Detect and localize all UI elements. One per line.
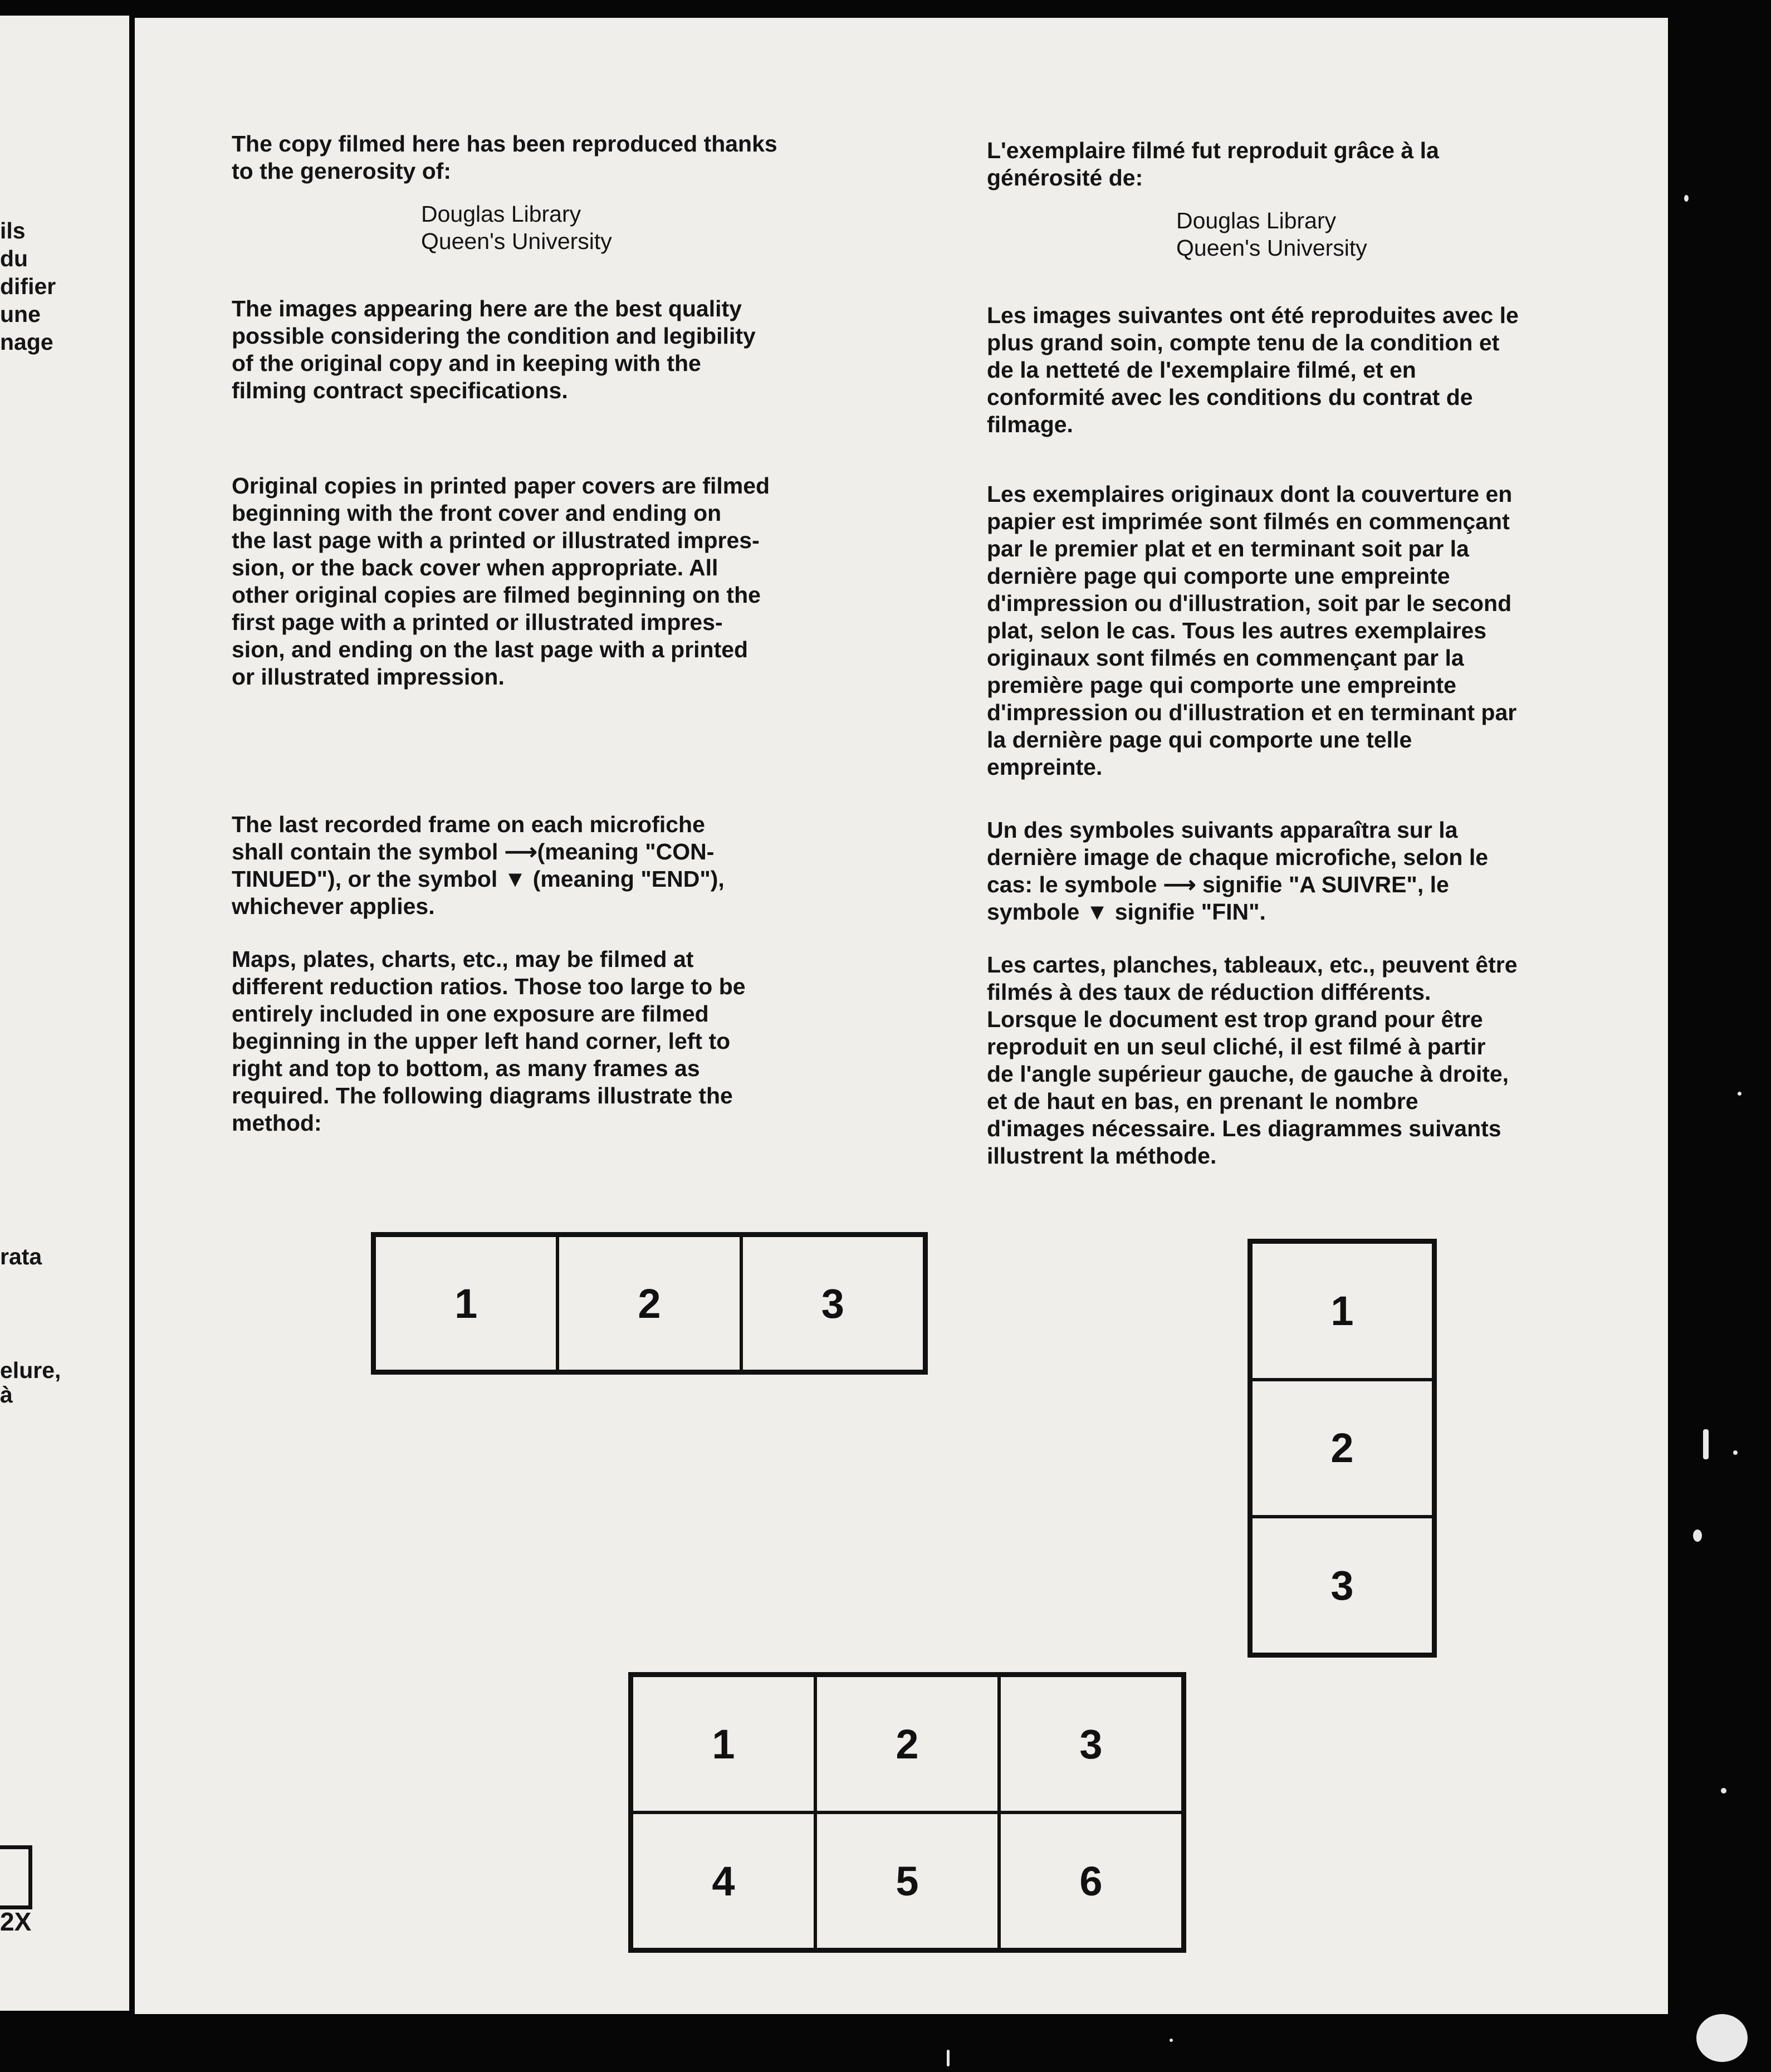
french-maps: Les cartes, planches, tableaux, etc., peuvent être filmés à des taux de réduction différents. Lorsque le document est trop grand pour être reproduit en un seul cliché, il est filmé à partir de l'angle supérieur gauche, de gauche à droite, et de haut en bas, en prenant le nombre d'images nécessaire. Les diagrammes suivants illustrent la méthode. <box>987 952 1518 1169</box>
english-maps: Maps, plates, charts, etc., may be filmed at different reduction ratios. Those too large to be entirely included in one exposure are filmed beginning in the upper left hand corner, left to right and top to bottom, as many frames as required. The following diagrams illustrate the method: <box>232 946 746 1136</box>
english-symbol-text: TINUED"), or the symbol <box>232 866 504 892</box>
diagram-frame: 5 <box>815 1812 999 1949</box>
diagram-frame: 2 <box>557 1235 741 1371</box>
reduction-ratio-label: 2X <box>0 1907 32 1936</box>
left-text-fragment: nage <box>0 329 53 355</box>
continued-arrow-icon: ⟶ <box>504 839 537 864</box>
french-symbol-text: signifie "FIN". <box>1108 899 1266 925</box>
diagram-frame: 2 <box>1251 1380 1434 1517</box>
continued-arrow-icon: ⟶ <box>1163 872 1196 897</box>
dust-speck <box>1738 1092 1741 1096</box>
french-symbol-text: cas: le symbole <box>987 872 1163 897</box>
english-symbol-text: (meaning "CON- <box>537 839 715 864</box>
dust-speck <box>947 2050 950 2066</box>
diagram-frame: 6 <box>999 1812 1183 1949</box>
dust-speck <box>1684 195 1689 202</box>
dust-speck <box>1703 1429 1709 1459</box>
french-covers: Les exemplaires originaux dont la couverture en papier est imprimée sont filmés en commençant par le premier plat et en terminant soit par la dernière page qui comporte une empreinte d'impression ou d'illustration, soit par le second plat, selon le cas. Tous les autres exemplaires originaux sont filmés en commençant par la première page qui comporte une empreinte d'impression ou d'illustration et en terminant par la dernière page qui comporte une telle empreinte. <box>987 481 1517 780</box>
diagram-frame: 1 <box>1251 1242 1434 1380</box>
english-symbol-line: The last recorded frame on each microfiche <box>232 812 705 837</box>
left-text-fragment: une <box>0 301 41 327</box>
diagram-grid <box>628 1672 1186 1953</box>
english-symbol-line <box>232 838 922 866</box>
english-quality: The images appearing here are the best quality possible considering the condition and legibility of the original copy and in keeping with the filming contract specifications. <box>232 296 756 403</box>
left-text-fragment: difier <box>0 273 56 299</box>
left-text-fragment: rata <box>0 1244 42 1269</box>
french-symbol-line <box>987 898 1655 926</box>
french-symbol-text: symbole <box>987 899 1086 925</box>
diagram-frame: 4 <box>632 1812 815 1949</box>
left-page-fragment <box>0 16 129 2011</box>
left-text-fragment: elure, <box>0 1357 61 1383</box>
diagram-frame: 2 <box>815 1675 999 1812</box>
english-thanks: The copy filmed here has been reproduced thanks to the generosity of: <box>232 131 777 184</box>
dust-speck <box>1693 1529 1702 1542</box>
left-text-fragment: du <box>0 246 28 271</box>
diagram-frame: 3 <box>741 1235 924 1371</box>
english-symbol-line <box>232 866 922 893</box>
diagram-vertical <box>1247 1239 1437 1658</box>
end-triangle-icon: ▼ <box>503 866 527 892</box>
diagram-horizontal <box>371 1232 928 1375</box>
english-symbol-line: whichever applies. <box>232 893 435 919</box>
dust-speck <box>1696 2014 1748 2062</box>
french-quality: Les images suivantes ont été reproduites avec le plus grand soin, compte tenu de la condition et de la netteté de l'exemplaire filmé, et en conformité avec les conditions du contrat de filmage. <box>987 302 1519 437</box>
end-triangle-icon: ▼ <box>1085 899 1109 925</box>
french-symbol-line <box>987 871 1655 898</box>
diagram-frame: 3 <box>999 1675 1183 1812</box>
french-institution: Douglas Library Queen's University <box>1176 208 1367 261</box>
english-symbols <box>232 811 922 920</box>
dust-speck <box>1721 1788 1726 1794</box>
left-text-fragment: ils <box>0 218 26 243</box>
english-covers: Original copies in printed paper covers are filmed beginning with the front cover and ending on the last page with a printed or illustrated impres- sion, or the back cover when appropriate. All other original copies are filmed beginning on the first page with a printed or illustrated impres- sion, and ending on the last page with a printed or illustrated impression. <box>232 473 770 690</box>
french-symbol-line: Un des symboles suivants apparaîtra sur la <box>987 817 1458 843</box>
french-symbols <box>987 817 1655 926</box>
french-column <box>987 137 1655 1170</box>
french-symbol-line: dernière image de chaque microfiche, selon le <box>987 844 1489 870</box>
main-page <box>135 18 1668 2014</box>
english-symbol-text: shall contain the symbol <box>232 839 505 864</box>
dust-speck <box>1733 1450 1738 1455</box>
dust-speck <box>1170 2039 1173 2042</box>
english-column <box>232 130 922 1137</box>
diagram-frame: 1 <box>374 1235 557 1371</box>
left-text-fragment: à <box>0 1382 13 1408</box>
diagram-frame: 1 <box>632 1675 815 1812</box>
french-thanks: L'exemplaire filmé fut reproduit grâce à la générosité de: <box>987 138 1439 190</box>
french-symbol-text: signifie "A SUIVRE", le <box>1196 872 1449 897</box>
english-institution: Douglas Library Queen's University <box>421 201 612 254</box>
resolution-target-box <box>0 1845 32 1909</box>
english-symbol-text: (meaning "END"), <box>526 866 725 892</box>
diagram-frame: 3 <box>1251 1517 1434 1654</box>
